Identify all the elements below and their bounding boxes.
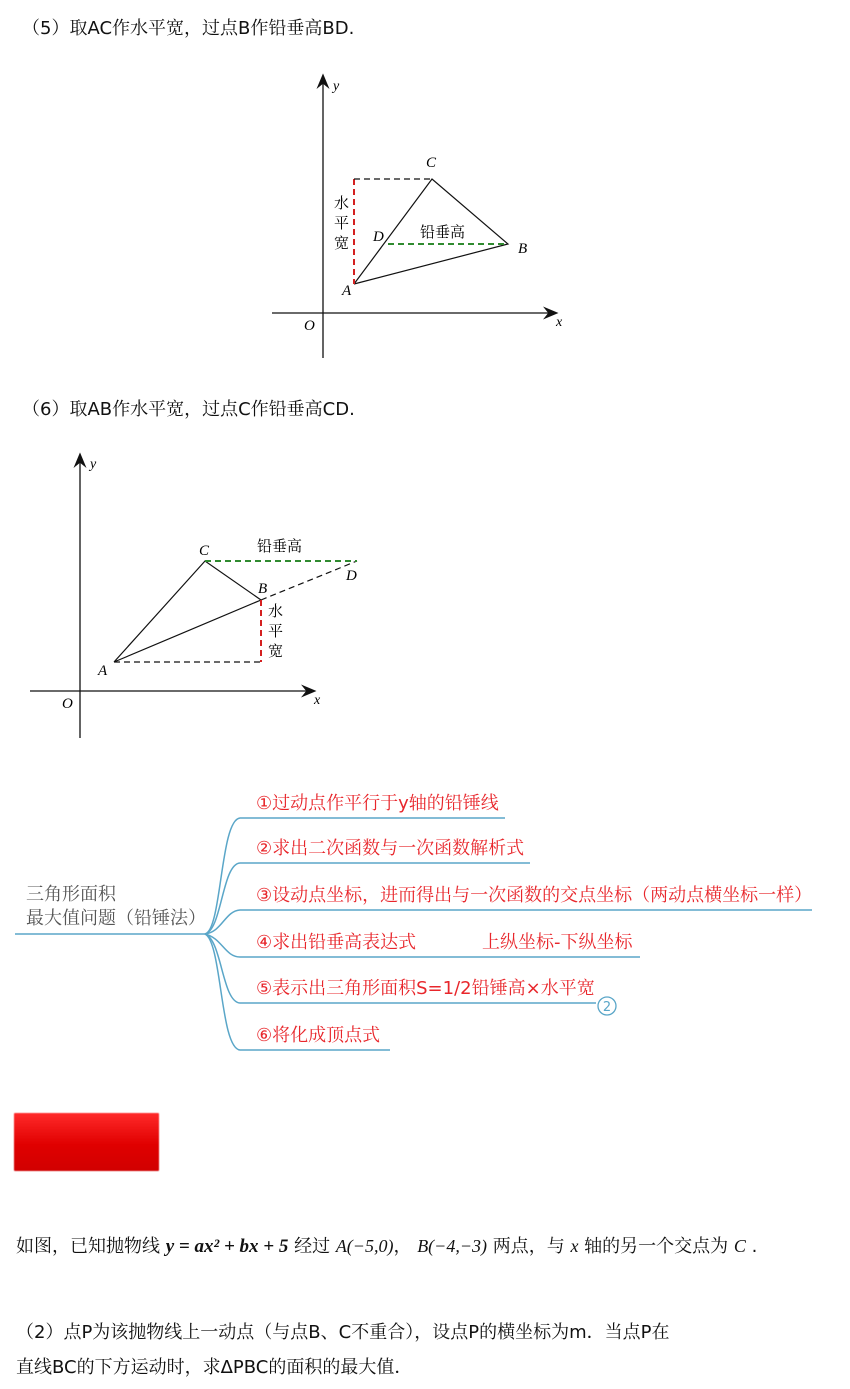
intro-text-d: 轴的另一个交点为 — [584, 1236, 729, 1257]
width-label-3: 宽 — [268, 642, 284, 660]
point-a: A(−5,0) — [335, 1236, 394, 1256]
end-dot: . — [751, 1236, 758, 1257]
intro-text-c: 两点，与 — [492, 1236, 565, 1257]
intro-text-b: 经过 — [294, 1236, 331, 1257]
mindmap-item-5: ⑤表示出三角形面积S=1/2铅锤高×水平宽 — [256, 978, 595, 999]
point-a-label: A — [342, 283, 352, 299]
triangle-abc — [114, 561, 261, 662]
section5-heading: （5）取AC作水平宽，过点B作铅垂高BD. — [22, 18, 355, 39]
y-axis-label: y — [333, 79, 340, 94]
mindmap-root-line2: 最大值问题（铅锤法） — [26, 908, 206, 929]
parabola-equation: y = ax² + bx + 5 — [165, 1236, 289, 1257]
width-label-1: 水 — [268, 602, 284, 620]
red-highlight-box — [14, 1113, 159, 1171]
origin-label: O — [62, 696, 73, 712]
mindmap-item-2: ②求出二次函数与一次函数解析式 — [256, 838, 525, 859]
height-label: 铅垂高 — [257, 537, 303, 555]
mindmap-root — [26, 883, 206, 931]
mindmap-item-6: ⑥将化成顶点式 — [256, 1025, 381, 1046]
point-d-label: D — [373, 229, 384, 245]
x-variable: x — [570, 1236, 579, 1256]
point-b-label: B — [258, 581, 268, 597]
intro-text-a: 如图，已知抛物线 — [16, 1236, 160, 1257]
point-c-label: C — [199, 543, 210, 559]
badge-number: 2 — [602, 1000, 612, 1015]
extension-bd — [261, 561, 357, 600]
mindmap-item-1: ①过动点作平行于y轴的铅锤线 — [256, 793, 499, 814]
section6-heading: （6）取AB作水平宽，过点C作铅垂高CD. — [22, 399, 355, 420]
point-c: C — [733, 1236, 746, 1256]
question-2-line2: 直线BC的下方运动时，求ΔPBC的面积的最大值． — [16, 1357, 413, 1378]
width-label-3: 宽 — [334, 234, 350, 252]
problem-intro — [16, 1232, 757, 1258]
point-a-label: A — [98, 663, 108, 679]
question-2-line1: （2）点P为该抛物线上一动点（与点B、C不重合），设点P的横坐标为m．当点P在 — [16, 1322, 670, 1343]
height-label: 铅垂高 — [420, 223, 466, 241]
point-c-label: C — [426, 155, 437, 171]
x-axis-label: x — [556, 315, 563, 330]
y-axis-label: y — [90, 457, 97, 472]
width-label-1: 水 — [334, 194, 350, 212]
separator: ， — [393, 1236, 412, 1257]
point-b-label: B — [518, 241, 528, 257]
mindmap-item-4-extra: 上纵坐标-下纵坐标 — [482, 932, 633, 953]
mindmap-item-4: ④求出铅垂高表达式 — [256, 932, 417, 953]
origin-label: O — [304, 318, 315, 334]
point-d-label: D — [346, 568, 357, 584]
width-label-2: 平 — [334, 214, 350, 232]
point-b: B(−4,−3) — [417, 1236, 487, 1256]
mindmap-item-3: ③设动点坐标，进而得出与一次函数的交点坐标（两动点横坐标一样） — [256, 885, 813, 906]
x-axis-label: x — [314, 693, 321, 708]
figure-6 — [0, 440, 850, 750]
figure-5 — [0, 0, 850, 380]
mindmap-root-line1: 三角形面积 — [26, 884, 116, 905]
width-label-2: 平 — [268, 622, 284, 640]
